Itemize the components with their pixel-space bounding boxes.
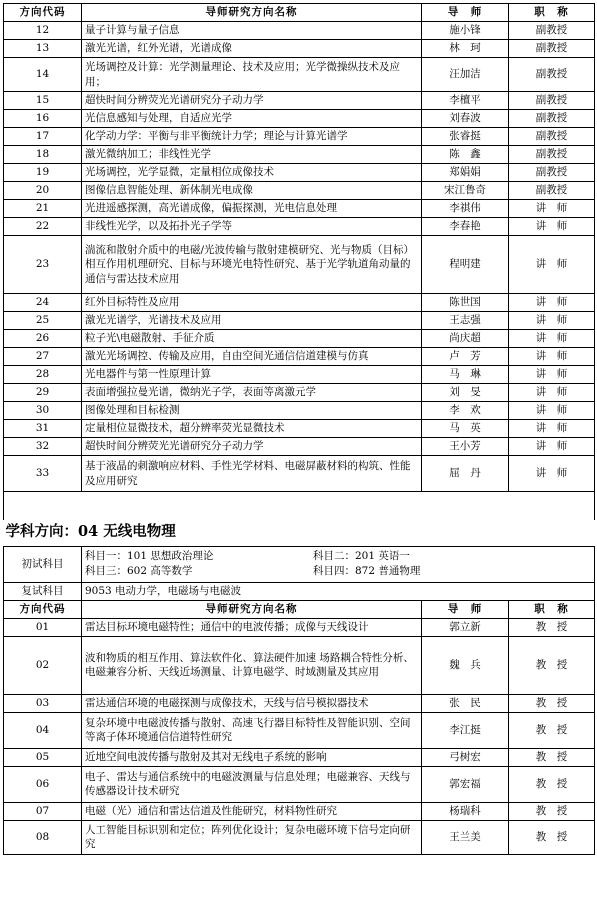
advisor-name: 施小锋 — [422, 22, 509, 40]
direction-code: 33 — [4, 456, 82, 492]
table-row — [4, 22, 595, 40]
table-row — [4, 420, 595, 438]
direction-code: 23 — [4, 236, 82, 294]
table-row — [4, 366, 595, 384]
table-row — [4, 40, 595, 58]
advisor-name: 刘春波 — [422, 110, 509, 128]
direction-code: 15 — [4, 92, 82, 110]
direction-code: 03 — [4, 694, 82, 712]
advisor-title: 副教授 — [509, 22, 595, 40]
research-topic: 电子、雷达与通信系统中的电磁波测量与信息处理；电磁兼容、天线与传感器设计技术研究 — [82, 766, 422, 802]
advisor-name: 刘 旻 — [422, 384, 509, 402]
advisor-name: 马 英 — [422, 420, 509, 438]
direction-code: 29 — [4, 384, 82, 402]
direction-code: 07 — [4, 802, 82, 820]
advisor-title: 副教授 — [509, 164, 595, 182]
advisor-name: 宋江鲁奇 — [422, 182, 509, 200]
advisor-name: 李祺伟 — [422, 200, 509, 218]
advisor-name: 林 珂 — [422, 40, 509, 58]
document-page — [3, 0, 594, 855]
table-row — [4, 200, 595, 218]
research-topic: 光进遥感探测，高光谱成像，偏振探测，光电信息处理 — [82, 200, 422, 218]
advisor-title: 教 授 — [509, 766, 595, 802]
table-row — [4, 748, 595, 766]
advisor-title: 讲 师 — [509, 200, 595, 218]
advisor-title: 讲 师 — [509, 384, 595, 402]
table-row — [4, 712, 595, 748]
advisor-title: 教 授 — [509, 748, 595, 766]
advisor-name: 程明建 — [422, 236, 509, 294]
advisor-title: 讲 师 — [509, 312, 595, 330]
research-topic: 雷达目标环境电磁特性；通信中的电波传播；成像与天线设计 — [82, 618, 422, 636]
advisor-name: 弓树宏 — [422, 748, 509, 766]
advisor-title: 讲 师 — [509, 420, 595, 438]
direction-code: 26 — [4, 330, 82, 348]
advisor-name: 汪加洁 — [422, 58, 509, 92]
research-topic: 激光光谱学，光谱技术及应用 — [82, 312, 422, 330]
direction-code: 31 — [4, 420, 82, 438]
header-topic: 导师研究方向名称 — [82, 4, 422, 22]
research-topic: 近地空间电波传播与散射及其对无线电子系统的影响 — [82, 748, 422, 766]
advisor-name: 王志强 — [422, 312, 509, 330]
advisor-title: 讲 师 — [509, 330, 595, 348]
advisor-title: 讲 师 — [509, 294, 595, 312]
retest-exam-row — [4, 582, 595, 600]
advisor-name: 李 欢 — [422, 402, 509, 420]
blank-cell — [4, 492, 595, 520]
exam-subject: 科目四：872 普通物理 — [313, 565, 421, 577]
research-topic: 光场调控，光学显微，定量相位成像技术 — [82, 164, 422, 182]
research-topic: 定量相位显微技术，超分辨率荧光显微技术 — [82, 420, 422, 438]
header-code: 方向代码 — [4, 600, 82, 618]
advisor-title: 教 授 — [509, 636, 595, 694]
direction-code: 25 — [4, 312, 82, 330]
advisor-table-body — [4, 4, 595, 855]
table-row — [4, 456, 595, 492]
advisor-name: 杨瑞科 — [422, 802, 509, 820]
advisor-title: 副教授 — [509, 58, 595, 92]
subject-heading-row — [4, 520, 595, 547]
research-topic: 基于液晶的刺激响应材料、手性光学材料、电磁屏蔽材料的构筑、性能及应用研究 — [82, 456, 422, 492]
exam-subject: 科目一：101 思想政治理论 — [85, 550, 214, 562]
research-topic: 光信息感知与处理，自适应光学 — [82, 110, 422, 128]
table-row — [4, 146, 595, 164]
table-header — [4, 4, 595, 22]
advisor-name: 马 琳 — [422, 366, 509, 384]
advisor-name: 王小芳 — [422, 438, 509, 456]
advisor-title: 教 授 — [509, 694, 595, 712]
research-topic: 光场调控及计算：光学测量理论、技术及应用；光学微操纵技术及应用； — [82, 58, 422, 92]
advisor-title: 讲 师 — [509, 456, 595, 492]
advisor-title: 讲 师 — [509, 438, 595, 456]
advisor-title: 讲 师 — [509, 402, 595, 420]
advisor-name: 郭宏福 — [422, 766, 509, 802]
table-row — [4, 402, 595, 420]
table-header-2 — [4, 600, 595, 618]
header-advisor: 导 师 — [422, 4, 509, 22]
initial-exam-subjects — [82, 546, 595, 582]
table-row — [4, 766, 595, 802]
direction-code: 04 — [4, 712, 82, 748]
direction-code: 32 — [4, 438, 82, 456]
table-row — [4, 438, 595, 456]
table-row — [4, 294, 595, 312]
advisor-name: 陈世国 — [422, 294, 509, 312]
advisor-name: 王兰美 — [422, 820, 509, 854]
table-row — [4, 802, 595, 820]
advisor-title: 教 授 — [509, 820, 595, 854]
table-row — [4, 820, 595, 854]
exam-subject: 科目二：201 英语一 — [313, 550, 410, 562]
advisor-title: 讲 师 — [509, 348, 595, 366]
header-title: 职 称 — [509, 4, 595, 22]
table-row — [4, 330, 595, 348]
table-row — [4, 58, 595, 92]
advisor-name: 卢 芳 — [422, 348, 509, 366]
direction-code: 19 — [4, 164, 82, 182]
table-row — [4, 312, 595, 330]
header-advisor: 导 师 — [422, 600, 509, 618]
direction-code: 21 — [4, 200, 82, 218]
table-row — [4, 92, 595, 110]
research-topic: 激光光谱，红外光谱，光谱成像 — [82, 40, 422, 58]
advisor-title: 教 授 — [509, 712, 595, 748]
advisor-name: 屈 丹 — [422, 456, 509, 492]
direction-code: 01 — [4, 618, 82, 636]
direction-code: 20 — [4, 182, 82, 200]
research-topic: 图像信息智能处理、新体制光电成像 — [82, 182, 422, 200]
exam-subject-grid — [85, 549, 591, 579]
table-row — [4, 164, 595, 182]
advisor-name: 尚庆超 — [422, 330, 509, 348]
advisor-name: 陈 鑫 — [422, 146, 509, 164]
direction-code: 24 — [4, 294, 82, 312]
advisor-title: 教 授 — [509, 802, 595, 820]
advisor-title: 副教授 — [509, 182, 595, 200]
advisor-title: 副教授 — [509, 110, 595, 128]
research-topic: 粒子光\电磁散射、手征介质 — [82, 330, 422, 348]
research-topic: 光电器件与第一性原理计算 — [82, 366, 422, 384]
header-code: 方向代码 — [4, 4, 82, 22]
research-topic: 红外目标特性及应用 — [82, 294, 422, 312]
direction-code: 16 — [4, 110, 82, 128]
direction-code: 02 — [4, 636, 82, 694]
advisor-name: 魏 兵 — [422, 636, 509, 694]
direction-code: 22 — [4, 218, 82, 236]
table-row — [4, 348, 595, 366]
direction-code: 17 — [4, 128, 82, 146]
research-topic: 量子计算与量子信息 — [82, 22, 422, 40]
retest-exam-label: 复试科目 — [4, 582, 82, 600]
advisor-title: 讲 师 — [509, 218, 595, 236]
advisor-title: 副教授 — [509, 146, 595, 164]
table-row — [4, 236, 595, 294]
direction-code: 28 — [4, 366, 82, 384]
research-topic: 表面增强拉曼光谱，微纳光子学，表面等离激元学 — [82, 384, 422, 402]
header-topic: 导师研究方向名称 — [82, 600, 422, 618]
advisor-name: 李江挺 — [422, 712, 509, 748]
table-row — [4, 384, 595, 402]
research-topic: 湍流和散射介质中的电磁/光波传输与散射建模研究、光与物质（目标）相互作用机理研究、目标与环境光电特性研究、基于光学轨道角动量的通信与雷达技术应用 — [82, 236, 422, 294]
direction-code: 30 — [4, 402, 82, 420]
initial-exam-row — [4, 546, 595, 582]
direction-code: 13 — [4, 40, 82, 58]
initial-exam-label: 初试科目 — [4, 546, 82, 582]
direction-code: 12 — [4, 22, 82, 40]
table-row — [4, 218, 595, 236]
research-topic: 非线性光学，以及拓扑光子学等 — [82, 218, 422, 236]
direction-code: 18 — [4, 146, 82, 164]
direction-code: 06 — [4, 766, 82, 802]
advisor-name: 张 民 — [422, 694, 509, 712]
advisor-name: 张睿挺 — [422, 128, 509, 146]
advisor-title: 副教授 — [509, 92, 595, 110]
research-topic: 电磁（光）通信和雷达信道及性能研究，材料物性研究 — [82, 802, 422, 820]
direction-code: 08 — [4, 820, 82, 854]
table-row — [4, 694, 595, 712]
advisor-title: 讲 师 — [509, 236, 595, 294]
direction-code: 05 — [4, 748, 82, 766]
direction-code: 14 — [4, 58, 82, 92]
research-topic: 超快时间分辨荧光光谱研究分子动力学 — [82, 92, 422, 110]
research-topic: 雷达通信环境的电磁探测与成像技术，天线与信号模拟器技术 — [82, 694, 422, 712]
retest-exam-value: 9053 电动力学，电磁场与电磁波 — [82, 582, 595, 600]
research-topic: 波和物质的相互作用、算法软件化、算法硬件加速 场路耦合特性分析、电磁兼容分析、天线近场测量、计算电磁学、时域测量及其应用 — [82, 636, 422, 694]
direction-code: 27 — [4, 348, 82, 366]
table-row — [4, 128, 595, 146]
exam-subject: 科目三：602 高等数学 — [85, 565, 193, 577]
research-topic: 激光光场调控、传输及应用，自由空间光通信信道建模与仿真 — [82, 348, 422, 366]
advisor-title: 讲 师 — [509, 366, 595, 384]
advisor-name: 郭立新 — [422, 618, 509, 636]
advisor-name: 李春艳 — [422, 218, 509, 236]
advisor-title: 副教授 — [509, 40, 595, 58]
research-topic: 化学动力学：平衡与非平衡统计力学；理论与计算光谱学 — [82, 128, 422, 146]
advisor-title: 教 授 — [509, 618, 595, 636]
blank-row — [4, 492, 595, 520]
table-row — [4, 636, 595, 694]
research-topic: 超快时间分辨荧光光谱研究分子动力学 — [82, 438, 422, 456]
research-topic: 激光微纳加工；非线性光学 — [82, 146, 422, 164]
research-topic: 人工智能目标识别和定位；阵列优化设计；复杂电磁环境下信号定向研究 — [82, 820, 422, 854]
table-row — [4, 182, 595, 200]
advisor-table — [3, 3, 595, 855]
advisor-name: 李檀平 — [422, 92, 509, 110]
advisor-name: 郑娟娟 — [422, 164, 509, 182]
table-row — [4, 618, 595, 636]
advisor-title: 副教授 — [509, 128, 595, 146]
research-topic: 复杂环境中电磁波传播与散射、高速飞行器目标特性及智能识别、空间等离子体环境通信信道特性研究 — [82, 712, 422, 748]
table-row — [4, 110, 595, 128]
subject-heading: 学科方向：04 无线电物理 — [5, 523, 176, 541]
research-topic: 图像处理和目标检测 — [82, 402, 422, 420]
header-title: 职 称 — [509, 600, 595, 618]
